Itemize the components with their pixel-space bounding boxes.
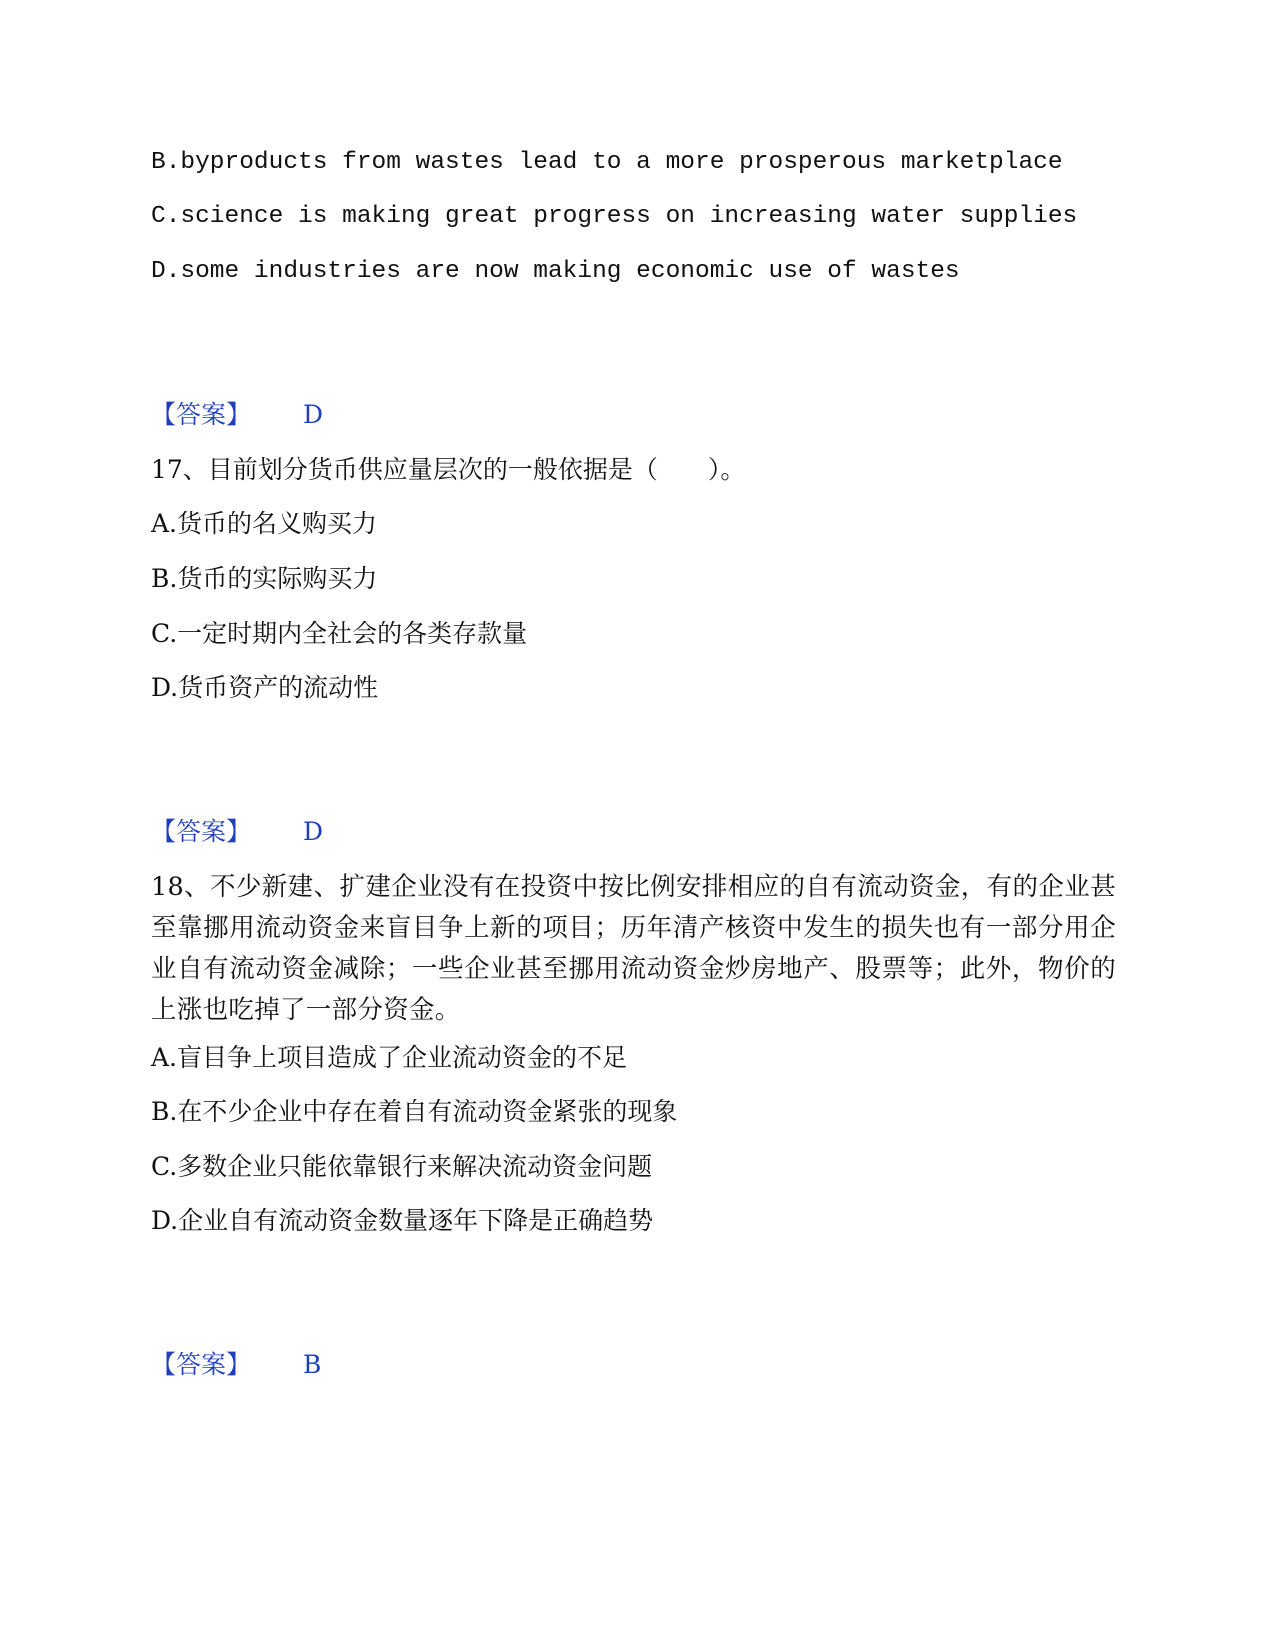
answer-label: 【答案】 [151,817,252,846]
q18-option-a: A.盲目争上项目造成了企业流动资金的不足 [151,1043,628,1072]
answer-value: D [303,400,324,429]
q18-option-b: B.在不少企业中存在着自有流动资金紧张的现象 [151,1097,678,1126]
answer-label: 【答案】 [151,400,252,429]
q16-option-c: C.science is making great progress on increasing water supplies [151,203,1078,230]
q16-option-d: D.some industries are now making economic use of wastes [151,258,960,285]
answer-value: B [303,1350,322,1379]
q16-option-b: B.byproducts from wastes lead to a more prosperous marketplace [151,149,1063,176]
q16-answer [151,400,323,430]
q17-option-d: D.货币资产的流动性 [151,673,379,702]
q18-option-c: C.多数企业只能依靠银行来解决流动资金问题 [151,1152,653,1181]
q18-stem: 18、不少新建、扩建企业没有在投资中按比例安排相应的自有流动资金，有的企业甚至靠挪用流动资金来盲目争上新的项目；历年清产核资中发生的损失也有一部分用企业自有流动资金减除；一些企业甚至挪用流动资金炒房地产、股票等；此外，物价的上涨也吃掉了一部分资金。 [151,872,1116,1025]
q17-option-a: A.货币的名义购买力 [151,509,378,538]
answer-label: 【答案】 [151,1350,252,1379]
q17-option-b: B.货币的实际购买力 [151,564,378,593]
q18-option-d: D.企业自有流动资金数量逐年下降是正确趋势 [151,1206,654,1235]
q17-answer [151,817,323,847]
q17-option-c: C.一定时期内全社会的各类存款量 [151,619,528,648]
answer-value: D [303,817,324,846]
q17-stem: 17、目前划分货币供应量层次的一般依据是（ ）。 [151,455,746,484]
q18-answer [151,1350,321,1380]
